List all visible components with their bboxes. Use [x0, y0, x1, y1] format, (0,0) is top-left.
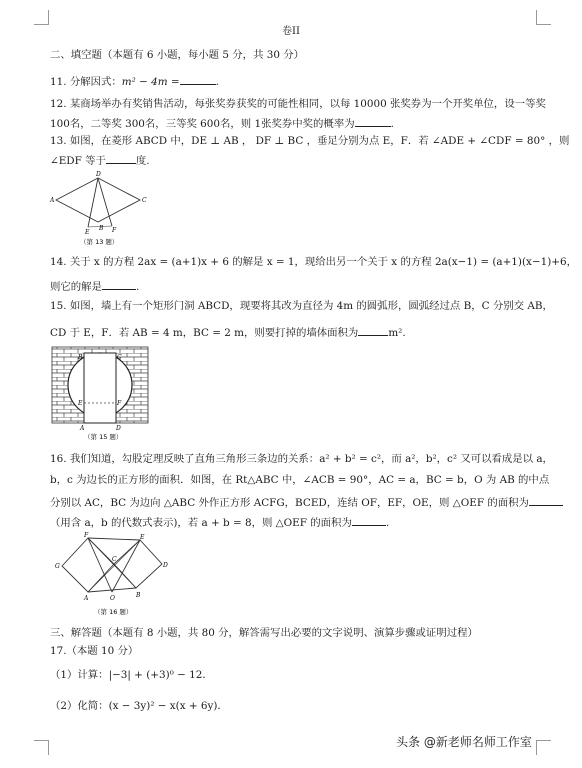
q16-line-1: 16. 我们知道，勾股定理反映了直角三角形三条边的关系：a² + b² = c²，而 a²，b²，c² 又可以看成是以 a，	[50, 453, 553, 465]
question-13-line-2	[50, 152, 150, 168]
label-o16: O	[110, 595, 115, 602]
crop-mark-bottom-left	[34, 740, 49, 755]
crop-mark-top-right	[536, 10, 551, 25]
label-e15: E	[78, 400, 83, 407]
label-f: F	[112, 227, 117, 234]
crop-mark-top-left	[34, 10, 49, 25]
crop-mark-bottom-right	[536, 740, 551, 755]
q17-title: 17.（本题 10 分）	[50, 645, 139, 657]
page-header-title: 卷II	[282, 26, 300, 37]
question-11	[50, 73, 219, 89]
q16-line-4-suffix: .	[385, 517, 390, 529]
q14-answer-blank	[102, 278, 136, 290]
question-12-line-2: 100名，二等奖 300名，三等奖 600名，则 1张奖券中奖的概率为 .	[50, 115, 394, 131]
label-c15: C	[117, 354, 122, 361]
label-b: B	[99, 225, 104, 232]
label-f16: F	[84, 532, 89, 539]
q12-line-1: 12. 某商场举办有奖销售活动，每张奖券获奖的可能性相同，以每 10000 张奖券为一个开奖单位，设一等奖	[50, 98, 546, 110]
q16-line-3-text: 分别以 AC，BC 为边向 △ABC 外作正方形 ACFG，BCED，连结 OF，EF，OE，则 △OEF 的面积为	[50, 497, 529, 509]
figure-16-squares	[48, 530, 170, 620]
square-bced	[114, 540, 162, 588]
rhombus-abcd	[56, 178, 140, 222]
label-c: C	[142, 197, 147, 204]
label-a: A	[50, 197, 55, 204]
q13-line-2-prefix: ∠EDF 等于	[50, 155, 106, 167]
label-d: D	[96, 171, 101, 178]
question-14-line-2	[50, 278, 139, 294]
label-c16: C	[112, 556, 117, 563]
question-15-line-2	[50, 324, 406, 340]
q16-line-4-prefix: （用含 a，b 的代数式表示)，若 a + b = 8，则 △OEF 的面积为	[50, 517, 352, 529]
watermark	[396, 733, 532, 750]
q14-line-2-suffix: .	[135, 281, 140, 293]
q12-line-2-text: 100名，二等奖 300名，三等奖 600名，则 1张奖券中奖的概率为	[50, 118, 355, 130]
figure-15-wall-door	[50, 345, 150, 441]
q16-answer-blank-1	[529, 494, 563, 506]
door-rectangle	[84, 353, 116, 423]
label-e: E	[85, 229, 90, 236]
label-e16: E	[140, 534, 145, 541]
q15-line-2-prefix: CD 于 E，F．若 AB = 4 m，BC = 2 m，则要打掉的墙体面积为	[50, 327, 359, 339]
q13-line-2-suffix: 度.	[135, 155, 150, 167]
label-d15: D	[116, 425, 121, 432]
question-16-line-4	[50, 514, 389, 530]
label-b15: B	[78, 354, 83, 361]
q17-part-1: （1）计算：|−3| + (+3)⁰ − 12．	[50, 669, 213, 681]
section-2-title: 二、填空题（本题有 6 小题，每小题 5 分，共 30 分）	[50, 49, 305, 61]
figure-15-caption: （第 15 题）	[84, 433, 123, 441]
q17-part-2: （2）化简：(x − 3y)² − x(x + 6y)．	[50, 700, 228, 712]
figure-16-caption: （第 16 题）	[94, 608, 133, 616]
q15-answer-blank	[358, 324, 388, 336]
q13-line-1: 13. 如图，在菱形 ABCD 中，DE ⊥ AB ， DF ⊥ BC ，垂足分别为点 E，F．若 ∠ADE + ∠CDF = 80° ，则	[50, 135, 570, 147]
q11-answer-blank	[180, 73, 216, 85]
label-g16: G	[55, 563, 60, 570]
q14-line-1: 14. 关于 x 的方程 2ax = (a+1)x + 6 的解是 x = 1，现给出另一个关于 x 的方程 2a(x−1) = (a+1)(x−1)+6，	[50, 256, 577, 268]
q11-suffix: .	[215, 76, 219, 88]
q11-prefix: 11. 分解因式：	[50, 76, 122, 88]
label-a15: A	[80, 425, 85, 432]
figure-13-rhombus	[48, 170, 148, 248]
label-b16: B	[136, 592, 141, 599]
watermark-text: 头条 @新老师名师工作室	[396, 735, 532, 749]
q15-line-1: 15. 如图，墙上有一个矩形门洞 ABCD，现要将其改为直径为 4m 的圆弧形，圆弧经过点 B，C 分别交 AB，	[50, 300, 553, 312]
q15-line-2-suffix: m².	[388, 327, 406, 339]
q12-answer-blank	[355, 115, 391, 127]
q16-answer-blank-2	[352, 514, 386, 526]
label-d16: D	[163, 562, 168, 569]
section-3-title: 三、解答题（本题有 8 小题，共 80 分，解答需写出必要的文字说明、演算步骤或证明过程）	[50, 627, 478, 639]
q16-line-2: b，c 为边长的正方形的面积．如图，在 Rt△ABC 中，∠ACB = 90°，AC = a，BC = b，O 为 AB 的中点	[50, 474, 550, 486]
question-16-line-3	[50, 494, 563, 510]
square-acfg	[62, 538, 114, 592]
q14-line-2-prefix: 则它的解是	[50, 281, 102, 293]
figure-13-caption: （第 13 题）	[80, 238, 119, 246]
q11-expression: m² − 4m =	[121, 76, 180, 88]
label-f15: F	[117, 400, 122, 407]
label-a16: A	[84, 595, 89, 602]
q13-answer-blank	[106, 152, 136, 164]
